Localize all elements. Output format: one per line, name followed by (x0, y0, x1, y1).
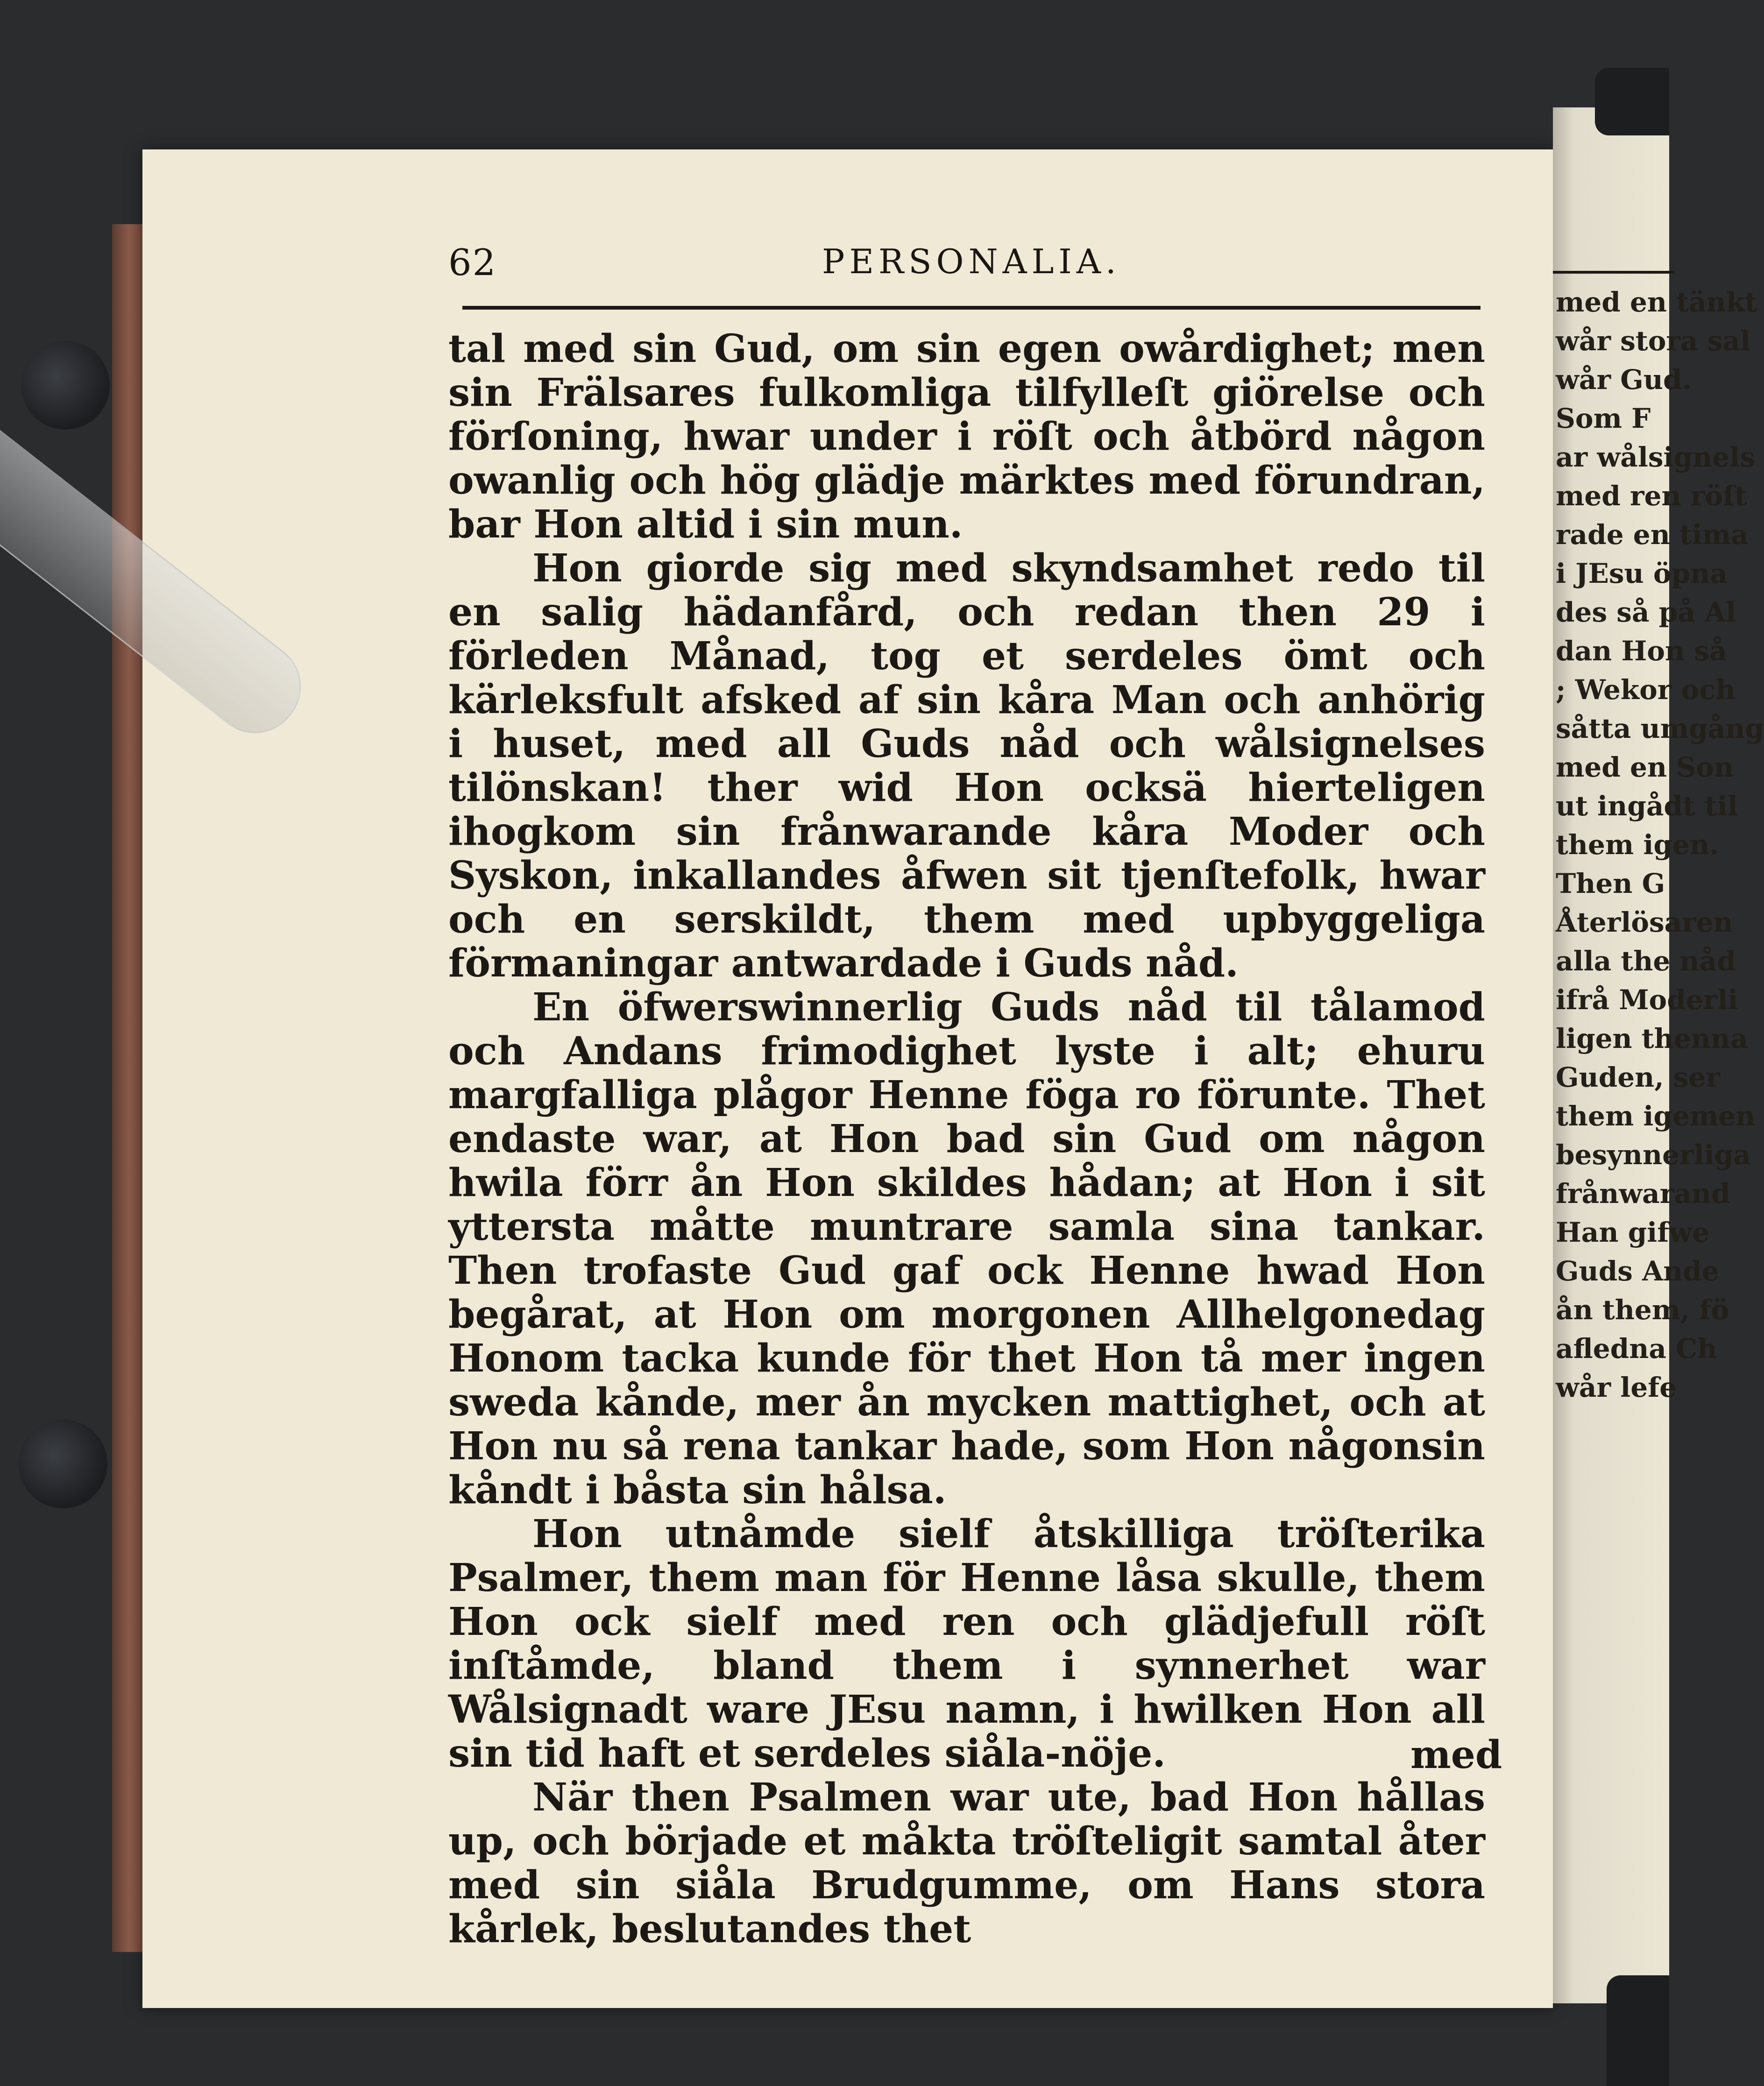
facing-line: wår lefe (1556, 1372, 1677, 1403)
running-head: PERSONALIA. (822, 242, 1121, 281)
facing-line: Han gifwe (1556, 1216, 1710, 1248)
paragraph-3: En öfwerswinnerlig Guds nåd til tålamod och Andans frimodighet lyste i alt; ehuru margfalliga plågor Henne föga ro förunte. Thet endaste war, at Hon bad sin Gud om någon hwila förr ån Hon skildes hådan; at Hon i sit yttersta måtte muntrare samla sina tankar. Then trofaste Gud gaf ock Henne hwad Hon begårat, at Hon om morgonen Allhelgonedag Honom tacka kunde för thet Hon tå mer ingen sweda kånde, mer ån mycken mattighet, och at Hon nu så rena tankar hade, som Hon någonsin kåndt i båsta sin hålsa. (448, 985, 1485, 1513)
facing-line: afledna Ch (1556, 1333, 1717, 1365)
facing-line: ; Wekor och (1556, 674, 1736, 706)
clamp-knob-bottom (19, 1420, 107, 1508)
facing-line: Guden, ser (1556, 1061, 1720, 1093)
page-header (448, 242, 1481, 298)
facing-line: Guds Ande (1556, 1255, 1719, 1287)
facing-line: såtta umgång (1556, 713, 1764, 744)
facing-line: Then G (1556, 868, 1665, 899)
paragraph-4: Hon utnåmde sielf åtskilliga tröſterika Psalmer, them man för Henne låsa skulle, them Hon ock sielf med ren och glädjefull röſt inſtåmde, bland them i synnerhet war Wålsignadt ware JEsu namn, i hwilken Hon all sin tid haft et serdeles siåla-nöje. (448, 1512, 1485, 1776)
header-rule (462, 306, 1481, 310)
facing-line: them igemen (1556, 1100, 1756, 1132)
facing-line: wår Gud. (1556, 364, 1692, 396)
clamp-knob-top (21, 341, 110, 430)
paragraph-5: När then Psalmen war ute, bad Hon hållas up, och började et måkta tröſteligit samtal åter med sin siåla Brudgumme, om Hans stora kårlek, beslutandes thet (448, 1775, 1485, 1952)
facing-line: ifrå Moderli (1556, 984, 1738, 1016)
facing-line: ar wålsignels (1556, 441, 1755, 473)
body-text (448, 327, 1485, 1951)
page-number: 62 (448, 242, 497, 284)
facing-line: rade en tima (1556, 519, 1749, 551)
facing-line: besynnerliga (1556, 1139, 1751, 1171)
facing-line: i JEsu öpna (1556, 558, 1728, 589)
facing-line: med en Son (1556, 751, 1734, 783)
facing-line: ån them, fö (1556, 1294, 1729, 1326)
facing-line: wår stora sal (1556, 325, 1750, 357)
paragraph-1: tal med sin Gud, om sin egen owårdighet; men sin Frälsares fulkomliga tilfylleſt giörelse och förſoning, hwar under i röſt och åtbörd någon owanlig och hög glädje märktes med förundran, bar Hon altid i sin mun. (448, 326, 1485, 547)
book-strap-bottom (1607, 1975, 1669, 2086)
facing-line: them igen. (1556, 829, 1719, 861)
catchword: med (1410, 1732, 1502, 1777)
facing-line: med en tänkt (1556, 286, 1757, 318)
paragraph-2: Hon giorde sig med skyndsamhet redo til en salig hädanfård, och redan then 29 i förleden Månad, tog et serdeles ömt och kärleksfult afsked af sin kåra Man och anhörig i huset, med all Guds nåd och wålsignelses tilönskan! ther wid Hon ocksä hierteligen ihogkom sin frånwarande kåra Moder och Syskon, inkallandes åfwen sit tjenſtefolk, hwar och en serskildt, them med upbyggeliga förmaningar antwardade i Guds nåd. (448, 546, 1485, 986)
facing-line: frånwarand (1556, 1178, 1730, 1209)
facing-line: ligen thenna (1556, 1023, 1748, 1054)
facing-line: Som F (1556, 403, 1651, 434)
facing-line: dan Hon så (1556, 635, 1727, 667)
facing-page-text (1553, 266, 1764, 1407)
facing-line: des så på Al (1556, 596, 1736, 628)
facing-line: ut ingådt til (1556, 790, 1738, 822)
facing-line: alla the nåd (1556, 945, 1736, 977)
facing-line: Återlösaren (1556, 906, 1733, 938)
facing-line: med ren röſt (1556, 480, 1747, 512)
facing-page-rule (1553, 271, 1674, 274)
book-strap-top (1595, 68, 1669, 135)
